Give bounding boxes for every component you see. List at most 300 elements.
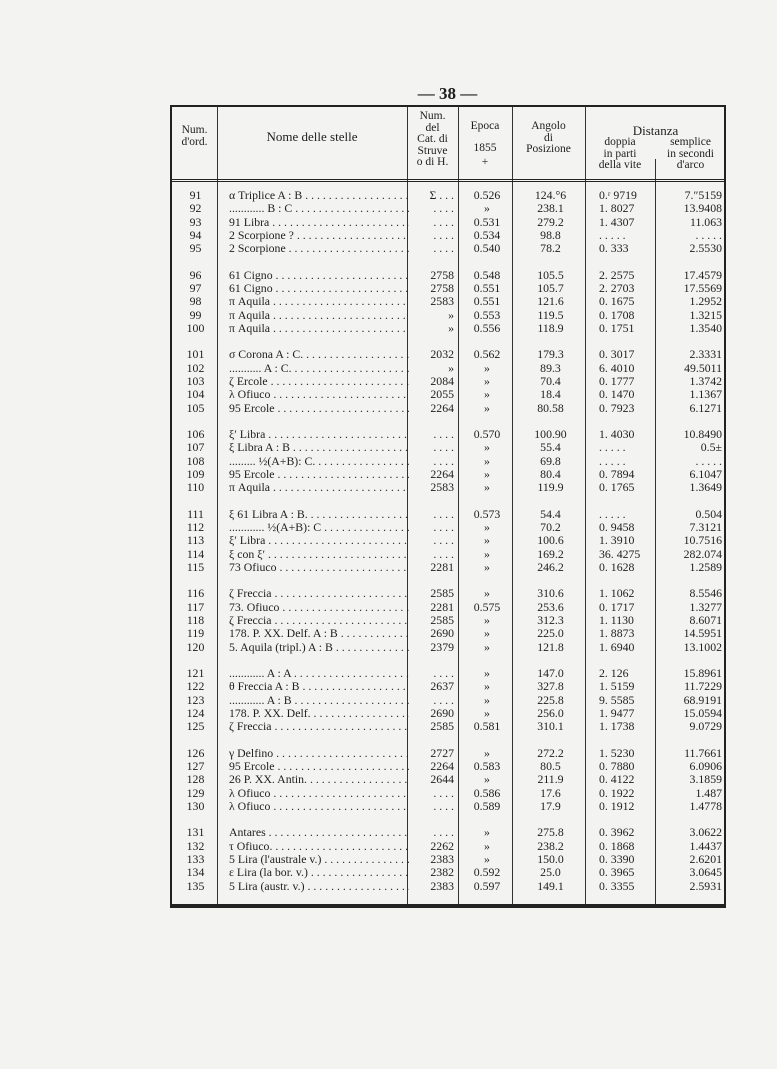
row-number: 107 — [186, 441, 205, 455]
epoch: » — [484, 202, 490, 216]
distance-double: 1. 3910 — [599, 534, 635, 548]
row-number: 130 — [186, 799, 205, 813]
position-angle: 118.9 — [537, 321, 564, 335]
table-row — [172, 760, 724, 773]
table-row — [172, 680, 724, 693]
row-group — [172, 667, 724, 733]
star-name-text: ............ A : B . . . — [229, 694, 409, 707]
row-number: 108 — [186, 454, 205, 468]
epoch: » — [484, 361, 490, 375]
distance-double: 2. 2575 — [599, 268, 635, 282]
position-angle: 169.2 — [537, 547, 564, 561]
distance-simple: 1.3215 — [689, 308, 722, 322]
epoch: 0.589 — [473, 799, 501, 813]
star-name — [219, 309, 409, 322]
distance-simple: 3.0645 — [689, 866, 722, 880]
table-row — [172, 866, 724, 879]
star-name-text: ζ Freccia . . . — [229, 587, 409, 600]
star-name-text: 61 Cigno . . . — [229, 269, 409, 282]
table-row — [172, 747, 724, 760]
epoch: » — [484, 534, 490, 548]
epoch: » — [484, 388, 490, 402]
distance-simple: . . . . . — [695, 454, 722, 468]
epoch: » — [484, 839, 490, 853]
row-number: 92 — [189, 202, 202, 216]
position-angle: 149.1 — [537, 879, 564, 893]
star-name — [219, 375, 409, 388]
table-row — [172, 322, 724, 335]
star-name — [219, 362, 409, 375]
row-number: 91 — [189, 189, 202, 202]
star-name — [219, 402, 409, 415]
distance-simple: 10.8490 — [683, 428, 722, 442]
distance-double: 1. 5230 — [599, 746, 635, 760]
row-number: 110 — [186, 481, 205, 495]
row-group — [172, 826, 724, 892]
star-name — [219, 534, 409, 547]
star-name — [219, 853, 409, 866]
table-row — [172, 614, 724, 627]
epoch: 0.570 — [473, 428, 501, 442]
star-name-text: ξ 61 Libra A : B. . . . — [229, 508, 409, 521]
distance-simple: 0.5± — [700, 441, 722, 455]
epoch: » — [484, 374, 490, 388]
star-name — [219, 202, 409, 215]
row-number: 120 — [186, 640, 205, 654]
position-angle: 80.58 — [537, 401, 564, 415]
star-name-text: 178. P. XX. Delf. A : B . . . — [229, 627, 409, 640]
distance-double: 0. 1777 — [599, 374, 635, 388]
row-number: 132 — [186, 839, 205, 853]
epoch: » — [484, 746, 490, 760]
table-row — [172, 800, 724, 813]
distance-double: 6. 4010 — [599, 361, 635, 375]
epoch: 0.526 — [473, 189, 501, 202]
distance-double: 0. 1470 — [599, 388, 635, 402]
epoch: » — [484, 826, 490, 840]
star-name — [219, 269, 409, 282]
star-name-text: ξ′ Libra . . . — [229, 534, 409, 547]
table-row — [172, 455, 724, 468]
table-header — [172, 107, 724, 182]
star-name-text: ζ Freccia . . . — [229, 720, 409, 733]
star-name — [219, 388, 409, 401]
position-angle: 256.0 — [537, 706, 564, 720]
position-angle: 80.4 — [540, 467, 561, 481]
star-name-text: ............ A : A . . . — [229, 667, 409, 680]
row-group — [172, 428, 724, 494]
position-angle: 54.4 — [540, 507, 561, 521]
position-angle: 70.4 — [540, 374, 561, 388]
struve-number: 2690 — [430, 627, 454, 641]
star-name-text: ......... ½(A+B): C. . . . — [229, 455, 409, 468]
star-name-text: ........... A : C. . . . — [229, 362, 409, 375]
star-name — [219, 866, 409, 879]
star-name — [219, 189, 409, 202]
star-name-text: 91 Libra . . . — [229, 216, 409, 229]
table-row — [172, 521, 724, 534]
distance-simple: . . . . . — [695, 228, 722, 242]
position-angle: 121.6 — [537, 295, 564, 309]
star-name — [219, 428, 409, 441]
struve-number: 2383 — [430, 879, 454, 893]
star-name — [219, 468, 409, 481]
epoch: » — [484, 560, 490, 574]
struve-number: . . . . — [433, 507, 454, 521]
struve-number: . . . . — [433, 441, 454, 455]
distance-simple: 1.487 — [695, 786, 722, 800]
distance-double: 0. 7880 — [599, 760, 635, 773]
distance-simple: 13.1002 — [683, 640, 722, 654]
star-name — [219, 641, 409, 654]
row-group — [172, 587, 724, 653]
epoch: 0.586 — [473, 786, 501, 800]
distance-double: 36. 4275 — [599, 547, 641, 561]
distance-simple: 11.063 — [689, 215, 722, 229]
row-number: 128 — [186, 773, 205, 787]
distance-simple: 15.8961 — [683, 667, 722, 681]
position-angle: 246.2 — [537, 560, 564, 574]
distance-double: . . . . . — [599, 454, 626, 468]
epoch: » — [484, 547, 490, 561]
epoch: » — [484, 454, 490, 468]
struve-number: 2690 — [430, 706, 454, 720]
position-angle: 150.0 — [537, 852, 564, 866]
star-name — [219, 242, 409, 255]
struve-number: 2262 — [430, 839, 454, 853]
distance-double: 0. 3355 — [599, 879, 635, 893]
row-number: 113 — [186, 534, 205, 548]
star-name-text: Antares . . . — [229, 826, 409, 839]
star-name-text: ............ ½(A+B): C . . . — [229, 521, 409, 534]
table-row — [172, 601, 724, 614]
table-row — [172, 441, 724, 454]
star-name — [219, 348, 409, 361]
star-name-text: τ Ofiuco. . . . — [229, 840, 409, 853]
star-name — [219, 508, 409, 521]
star-name — [219, 614, 409, 627]
epoch: » — [484, 693, 490, 707]
epoch: » — [484, 640, 490, 654]
struve-number: Σ . . . — [429, 189, 454, 202]
header-doppia: doppia in parti della vite — [598, 136, 642, 171]
star-name-text: 61 Cigno . . . — [229, 282, 409, 295]
star-name-text: 5 Lira (austr. v.) . . . — [229, 880, 409, 893]
star-name-text: ζ Ercole . . . — [229, 375, 409, 388]
table-row — [172, 840, 724, 853]
distance-double: 1. 1130 — [599, 613, 634, 627]
distance-simple: 7.3121 — [689, 520, 722, 534]
distance-simple: 282.074 — [683, 547, 722, 561]
row-number: 100 — [186, 321, 205, 335]
row-number: 106 — [186, 428, 205, 442]
distance-simple: 6.1047 — [689, 467, 722, 481]
star-name-text: π Aquila . . . — [229, 295, 409, 308]
distance-double: 0. 3017 — [599, 348, 635, 362]
row-number: 131 — [186, 826, 205, 840]
table-row — [172, 242, 724, 255]
star-name — [219, 441, 409, 454]
row-number: 93 — [189, 215, 202, 229]
distance-double: 0. 1868 — [599, 839, 635, 853]
star-name-text: σ Corona A : C. . . . — [229, 348, 409, 361]
struve-number: 2055 — [430, 388, 454, 402]
position-angle: 238.2 — [537, 839, 564, 853]
struve-number: 2637 — [430, 680, 454, 694]
header-struve: Num. del Cat. di Struve o di H. — [416, 110, 449, 168]
star-name — [219, 322, 409, 335]
epoch: » — [484, 773, 490, 787]
struve-number: 2644 — [430, 773, 454, 787]
table-row — [172, 667, 724, 680]
header-epoca: Epoca 1855 + — [470, 120, 500, 168]
epoch: » — [484, 587, 490, 601]
star-name-text: ............ B : C . . . — [229, 202, 409, 215]
distance-simple: 11.7229 — [684, 680, 722, 694]
distance-simple: 17.5569 — [683, 281, 722, 295]
row-number: 123 — [186, 693, 205, 707]
header-distanza: Distanza — [632, 123, 679, 138]
distance-simple: 2.5530 — [689, 242, 722, 256]
distance-double: 0. 1717 — [599, 600, 635, 614]
table-row — [172, 853, 724, 866]
row-number: 111 — [187, 507, 204, 521]
star-name — [219, 587, 409, 600]
distance-simple: 10.7516 — [683, 534, 722, 548]
star-name-text: λ Ofiuco . . . — [229, 787, 409, 800]
distance-double: 1. 8027 — [599, 202, 635, 216]
struve-number: 2382 — [430, 866, 454, 880]
star-name-text: θ Freccia A : B . . . — [229, 680, 409, 693]
epoch: » — [484, 520, 490, 534]
epoch: » — [484, 667, 490, 681]
row-number: 112 — [186, 520, 205, 534]
table-row — [172, 641, 724, 654]
struve-number: . . . . — [433, 428, 454, 442]
position-angle: 119.5 — [537, 308, 564, 322]
distance-simple: 2.5931 — [689, 879, 722, 893]
distance-simple: 2.6201 — [689, 852, 722, 866]
table-row — [172, 282, 724, 295]
star-name — [219, 747, 409, 760]
distance-double: 0. 1708 — [599, 308, 635, 322]
position-angle: 69.8 — [540, 454, 561, 468]
position-angle: 279.2 — [537, 215, 564, 229]
struve-number: . . . . — [433, 454, 454, 468]
distance-double: 0. 1628 — [599, 560, 635, 574]
epoch: 0.534 — [473, 228, 501, 242]
struve-number: 2727 — [430, 746, 454, 760]
star-name-text: 2 Scorpione ? . . . — [229, 229, 409, 242]
struve-number: 2585 — [430, 613, 454, 627]
position-angle: 179.3 — [537, 348, 564, 362]
position-angle: 105.5 — [537, 268, 564, 282]
row-number: 96 — [189, 268, 202, 282]
double-stars-table — [170, 105, 726, 908]
star-name — [219, 680, 409, 693]
distance-double: 0. 1675 — [599, 295, 635, 309]
position-angle: 124.°6 — [534, 189, 567, 202]
struve-number: » — [448, 308, 454, 322]
row-number: 127 — [186, 760, 205, 773]
star-name-text: ζ Freccia . . . — [229, 614, 409, 627]
distance-simple: 1.2589 — [689, 560, 722, 574]
distance-double: 0. 4122 — [599, 773, 635, 787]
epoch: 0.548 — [473, 268, 501, 282]
distance-double: 1. 1738 — [599, 720, 635, 734]
star-name — [219, 840, 409, 853]
row-number: 124 — [186, 706, 205, 720]
star-name-text: 178. P. XX. Delf. . . . — [229, 707, 409, 720]
position-angle: 272.2 — [537, 746, 564, 760]
row-group — [172, 508, 724, 574]
row-number: 116 — [186, 587, 205, 601]
star-name — [219, 720, 409, 733]
struve-number: . . . . — [433, 786, 454, 800]
position-angle: 17.6 — [540, 786, 561, 800]
distance-double: 0. 3965 — [599, 866, 635, 880]
struve-number: . . . . — [433, 667, 454, 681]
star-name-text: 95 Ercole . . . — [229, 468, 409, 481]
row-group — [172, 269, 724, 335]
position-angle: 310.6 — [537, 587, 564, 601]
star-name — [219, 826, 409, 839]
struve-number: . . . . — [433, 202, 454, 216]
table-row — [172, 720, 724, 733]
table-row — [172, 587, 724, 600]
star-name-text: 73. Ofiuco . . . — [229, 601, 409, 614]
struve-number: 2264 — [430, 760, 454, 773]
table-row — [172, 468, 724, 481]
table-row — [172, 375, 724, 388]
distance-double: . . . . . — [599, 507, 626, 521]
distance-simple: 3.1859 — [689, 773, 722, 787]
star-name-text: γ Delfino . . . — [229, 747, 409, 760]
epoch: » — [484, 627, 490, 641]
struve-number: 2281 — [430, 600, 454, 614]
struve-number: 2264 — [430, 467, 454, 481]
position-angle: 98.8 — [540, 228, 561, 242]
star-name — [219, 707, 409, 720]
row-number: 134 — [186, 866, 205, 880]
epoch: » — [484, 613, 490, 627]
epoch: » — [484, 852, 490, 866]
epoch: 0.531 — [473, 215, 501, 229]
struve-number: 2758 — [430, 281, 454, 295]
star-name — [219, 282, 409, 295]
distance-simple: 1.3649 — [689, 481, 722, 495]
struve-number: 2758 — [430, 268, 454, 282]
epoch: 0.597 — [473, 879, 501, 893]
row-number: 104 — [186, 388, 205, 402]
distance-simple: 1.1367 — [689, 388, 722, 402]
table-row — [172, 216, 724, 229]
star-name-text: ξ Libra A : B . . . — [229, 441, 409, 454]
star-name — [219, 455, 409, 468]
struve-number: 2585 — [430, 587, 454, 601]
header-angolo: Angolo di Posizione — [526, 120, 571, 155]
position-angle: 55.4 — [540, 441, 561, 455]
table-row — [172, 202, 724, 215]
star-name-text: π Aquila . . . — [229, 481, 409, 494]
row-number: 109 — [186, 467, 205, 481]
epoch: » — [484, 481, 490, 495]
position-angle: 119.9 — [537, 481, 564, 495]
position-angle: 105.7 — [537, 281, 564, 295]
struve-number: 2379 — [430, 640, 454, 654]
epoch: 0.592 — [473, 866, 501, 880]
epoch: 0.551 — [473, 295, 501, 309]
struve-number: . . . . — [433, 799, 454, 813]
star-name-text: π Aquila . . . — [229, 309, 409, 322]
distance-simple: 6.0906 — [689, 760, 722, 773]
star-name-text: ξ con ξ′ . . . — [229, 548, 409, 561]
struve-number: 2383 — [430, 852, 454, 866]
struve-number: 2583 — [430, 295, 454, 309]
row-number: 114 — [186, 547, 205, 561]
table-row — [172, 627, 724, 640]
epoch: 0.562 — [473, 348, 501, 362]
star-name — [219, 627, 409, 640]
distance-simple: 13.9408 — [683, 202, 722, 216]
distance-double: . . . . . — [599, 441, 626, 455]
star-name — [219, 760, 409, 773]
struve-number: 2281 — [430, 560, 454, 574]
distance-simple: 7.″5159 — [684, 189, 722, 202]
distance-double: 0. 3390 — [599, 852, 635, 866]
table-row — [172, 362, 724, 375]
star-name-text: ε Lira (la bor. v.) . . . — [229, 866, 409, 879]
position-angle: 100.6 — [537, 534, 564, 548]
distance-simple: 15.0594 — [683, 706, 722, 720]
row-number: 94 — [189, 228, 202, 242]
star-name-text: α Triplice A : B . . . — [229, 189, 409, 202]
distance-double: 1. 5159 — [599, 680, 635, 694]
star-name-text: 95 Ercole . . . — [229, 402, 409, 415]
position-angle: 18.4 — [540, 388, 561, 402]
star-name-text: 5 Lira (l'australe v.) . . . — [229, 853, 409, 866]
position-angle: 80.5 — [540, 760, 561, 773]
distance-double: 0. 7894 — [599, 467, 635, 481]
header-num: Num. d'ord. — [181, 124, 208, 148]
position-angle: 25.0 — [540, 866, 561, 880]
epoch: » — [484, 680, 490, 694]
table-row — [172, 548, 724, 561]
star-name — [219, 694, 409, 707]
distance-double: 9. 5585 — [599, 693, 635, 707]
epoch: » — [484, 441, 490, 455]
epoch: 0.573 — [473, 507, 501, 521]
star-name — [219, 216, 409, 229]
epoch: 0.581 — [473, 720, 501, 734]
distance-simple: 1.3277 — [689, 600, 722, 614]
table-row — [172, 787, 724, 800]
position-angle: 225.0 — [537, 627, 564, 641]
struve-number: 2585 — [430, 720, 454, 734]
row-number: 126 — [186, 746, 205, 760]
star-name-text: 5. Aquila (tripl.) A : B . . . — [229, 641, 409, 654]
star-name — [219, 880, 409, 893]
star-name-text: 2 Scorpione . . . — [229, 242, 409, 255]
epoch: 0.583 — [473, 760, 501, 773]
position-angle: 238.1 — [537, 202, 564, 216]
distance-double: 1. 6940 — [599, 640, 635, 654]
row-number: 102 — [186, 361, 205, 375]
position-angle: 70.2 — [540, 520, 561, 534]
star-name-text: 95 Ercole . . . — [229, 760, 409, 773]
star-name — [219, 561, 409, 574]
table-row — [172, 295, 724, 308]
